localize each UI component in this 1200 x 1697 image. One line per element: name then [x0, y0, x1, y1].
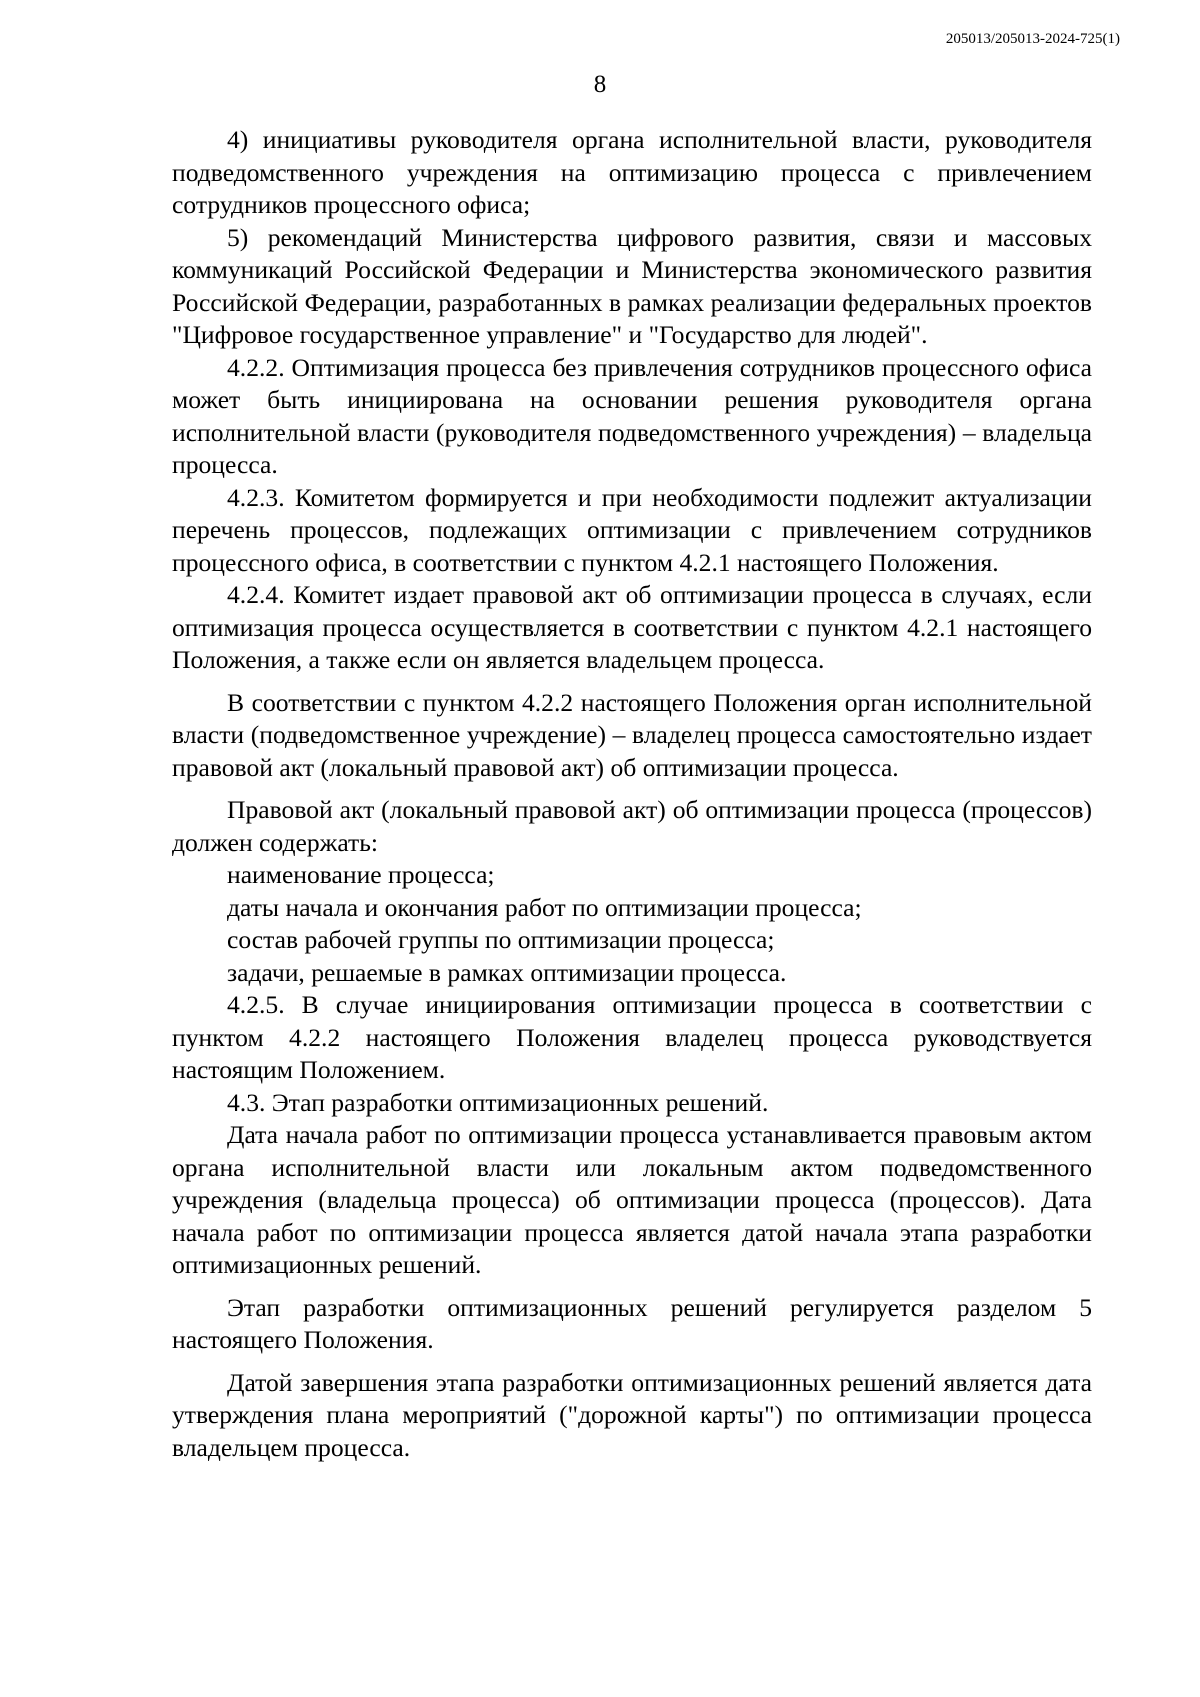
paragraph-stage-end: Датой завершения этапа разработки оптимизационных решений является дата утверждения плана мероприятий ("дорожной карты") по оптимизации процесса владельцем процесса.: [172, 1367, 1092, 1462]
paragraph-item-4: 4) инициативы руководителя органа исполнительной власти, руководителя подведомственного учреждения на оптимизацию процесса с привлечением сотрудников процессного офиса;: [172, 125, 1092, 219]
document-body: [172, 124, 1092, 1464]
paragraph-act-contents: Правовой акт (локальный правовой акт) об оптимизации процесса (процессов) должен содержать:: [172, 795, 1092, 857]
paragraph-own-act: В соответствии с пунктом 4.2.2 настоящего Положения орган исполнительной власти (подведомственное учреждение) – владелец процесса самостоятельно издает правовой акт (локальный правовой акт) об оптимизации процесса.: [172, 687, 1092, 782]
paragraph-4-2-5: 4.2.5. В случае инициирования оптимизации процесса в соответствии с пунктом 4.2.2 настоящего Положения владелец процесса руководствуется настоящим Положением.: [172, 990, 1092, 1084]
page-number: 8: [593, 71, 607, 98]
paragraph-stage-regulation: Этап разработки оптимизационных решений регулируется разделом 5 настоящего Положения.: [172, 1292, 1092, 1354]
paragraph-4-2-4: 4.2.4. Комитет издает правовой акт об оптимизации процесса в случаях, если оптимизация процесса осуществляется в соответствии с пунктом 4.2.1 настоящего Положения, а также если он является владельцем процесса.: [172, 580, 1092, 674]
list-item-tasks: задачи, решаемые в рамках оптимизации процесса.: [227, 957, 787, 987]
list-item-dates: даты начала и окончания работ по оптимизации процесса;: [227, 892, 862, 922]
paragraph-item-5: 5) рекомендаций Министерства цифрового развития, связи и массовых коммуникаций Российской Федерации и Министерства экономического развития Российской Федерации, разработанных в рамках реализации федеральных проектов "Цифровое государственное управление" и "Государство для людей".: [172, 222, 1092, 349]
list-item-working-group: состав рабочей группы по оптимизации процесса;: [227, 925, 775, 954]
paragraph-start-date: Дата начала работ по оптимизации процесса устанавливается правовым актом органа исполнительной власти или локальным актом подведомственного учреждения (владельца процесса) об оптимизации процесса (процессов). Дата начала работ по оптимизации процесса является датой начала этапа разработки оптимизационных решений.: [172, 1120, 1092, 1279]
list-item-process-name: наименование процесса;: [227, 860, 495, 889]
paragraph-4-2-2: 4.2.2. Оптимизация процесса без привлечения сотрудников процессного офиса может быть инициирована на основании решения руководителя органа исполнительной власти (руководителя подведомственного учреждения) – владельца процесса.: [172, 352, 1092, 479]
paragraph-4-2-3: 4.2.3. Комитетом формируется и при необходимости подлежит актуализации перечень процессов, подлежащих оптимизации с привлечением сотрудников процессного офиса, в соответствии с пунктом 4.2.1 настоящего Положения.: [172, 482, 1092, 577]
document-id: 205013/205013-2024-725(1): [945, 31, 1120, 47]
section-heading-4-3: 4.3. Этап разработки оптимизационных решений.: [227, 1087, 769, 1117]
